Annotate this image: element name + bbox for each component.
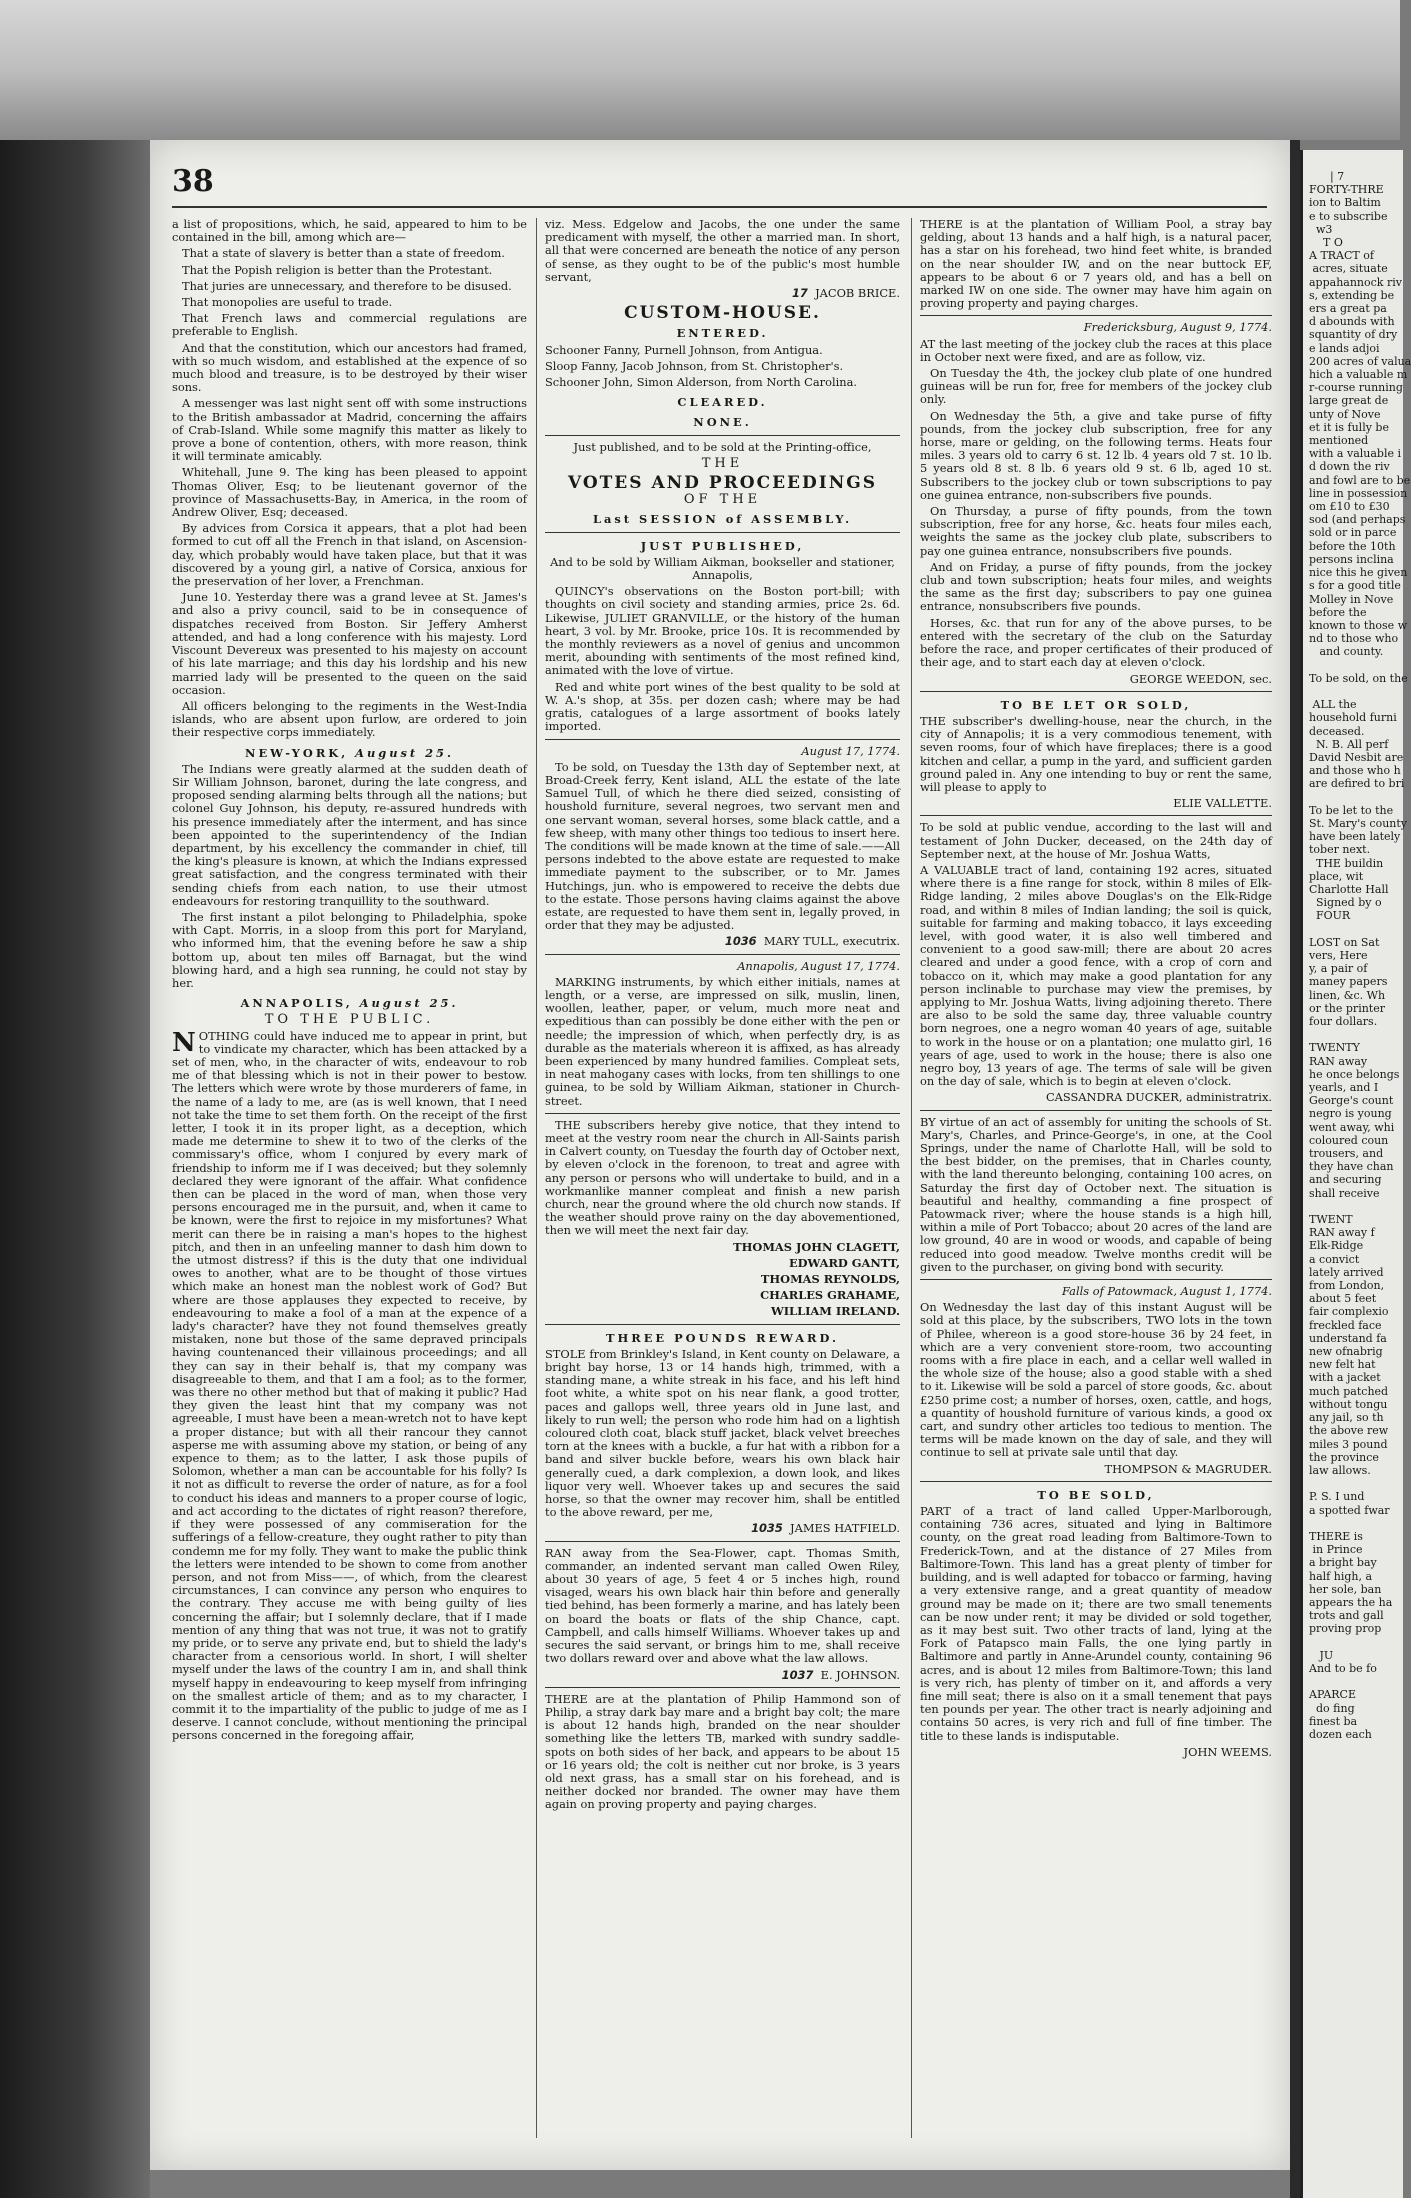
facing-page-text: | 7 FORTY-THRE ion to Baltim e to subscribe w3 T O A TRACT of acres, situate appahannock riv s, extending be ers a great pa d abounds with squantity of dry e lands adjoi 200 acres of valua hich a valuable m r-course running large great de unty of Nove et it is fully be mentioned with a valuable i d down the riv and fowl are to be line in possession om £10 to £30 sod (and perhaps sold or in parce before the 10th persons inclina nice this he given s for a good title Molley in Nove before the known to those w nd to those who and county. To be sold, on the ALL the household furni deceased. N. B. All perf David Nesbit are and those who h are defired to bri To be let to the St. Mary's county have been lately tober next. THE buildin place, wit Charlotte Hall Signed by o FOUR LOST on Sat vers, Here y, a pair of maney papers linen, &c. Wh or the printer four dollars. TWENTY RAN away he once belongs yearls, and I George's count negro is young went away, whi coloured coun trousers, and they have chan and securing shall receive TWENT RAN away f Elk-Ridge a convict lately arrived from London, about 5 feet fair complexio freckled face understand fa new ofnabrig new felt hat with a jacket much patched without tongu any jail, so th the above rew miles 3 pound the province law allows. P. S. I und a spotted fwar THERE is in Prince a bright bay half high, a her sole, ban appears the ha trots and gall proving prop JU And to be fo APARCE do fing finest ba dozen each — [1309, 170, 1411, 1741]
signature: 1036 MARY TULL, executrix. — [724, 934, 900, 949]
entered-heading: ENTERED. — [676, 326, 769, 341]
votes-of-the: OF THE — [683, 492, 762, 508]
book-binding — [0, 140, 150, 2198]
race-day: On Tuesday the 4th, the jockey club plate of one hundred guineas will be run for, free for members of the jockey club only. — [920, 366, 1272, 407]
divider — [545, 532, 900, 533]
ad-paragraph: PART of a tract of land called Upper-Marlborough, containing 736 acres, situated and lying in Baltimore county, on the great road leading from Baltimore-Town to Frederick-Town, and at the distance of 27 Miles from Baltimore-Town. This land has a great plenty of timber for building, and is well adapted for tobacco or farming, having a very extensive range, and a great quantity of meadow ground may be made on it; there are two small tenements can be now under rent; it may be divided or sold together, as it may best suit. Two other tracts of land, lying at the Fork of Patapsco main Falls, the one lying partly in Baltimore and partly in Anne-Arundel county, containing 96 acres, and is about 12 miles from Baltimore-Town; this land is very rich, has plenty of timber on it, and affords a very fine mill seat; there is also on it a small tenement that pays ten pounds per year. The other tract is nearly adjoining and contains 50 acres, is very rich and full of fine timber. The title to these lands is indisputable. — [920, 1504, 1272, 1743]
drop-cap: N — [172, 1027, 196, 1058]
divider — [545, 1324, 900, 1325]
ad-paragraph: A VALUABLE tract of land, containing 192 acres, situated where there is a fine range for stock, within 8 miles of Elk-Ridge landing, 2 miles above Douglas's on the Elk-Ridge road, and within 8 miles of Indian landing; the soil is quick, suitable for farming and making tobacco, it lays exceeding level, with good water, it is also well timbered and convenient to a good saw-mill; there are about 20 acres cleared and under a good fence, with a crop of corn and tobacco on it, which may make a good plantation for any person inclinable to purchase may view the premises, by applying to Mr. Joshua Watts, living adjoining thereto. There are also to be sold the same day, three valuable country born negroes, one a negro woman 40 years of age, suitable to work in the house or on a plantation; one mulatto girl, 16 years of age, used to work in the house; there is also one negro boy, 13 years of age. The terms of sale will be given on the day of sale, which is to begin at eleven o'clock. — [920, 862, 1272, 1089]
ad-paragraph: RAN away from the Sea-Flower, capt. Thomas Smith, commander, an indented servant man called Owen Riley, about 30 years of age, 5 feet 4 or 5 inches high, round visaged, wears his own black hair thin before and generally tied behind, has been formerly a marine, and has lately been on board the boats or flats of the ship Chance, capt. Campbell, and calls himself Williams. Whoever takes up and secures the said servant, or brings him to me, shall receive two dollars reward over and above what the law allows. — [545, 1545, 900, 1666]
ad-paragraph: To be sold, on Tuesday the 13th day of September next, at Broad-Creek ferry, Kent island, ALL the estate of the late Samuel Tull, of which he there died seized, consisting of houshold furniture, several negroes, two servant men and one servant woman, several horses, some black cattle, and a few sheep, with many other things too tedious to insert here. The conditions will be made known at the time of sale.——All persons indebted to the above estate are requested to make immediate payment to the subscriber, or to Mr. James Hutchings, jun. who is empowered to receive the debts due to the estate. Those persons having claims against the above estate, are requested to have them sent in, legally proved, in order that they may be adjusted. — [545, 759, 900, 933]
dateline-date: August 25. — [359, 996, 459, 1011]
divider — [920, 691, 1272, 692]
race-day: Horses, &c. that run for any of the above purses, to be entered with the secretary of the club on the Saturday before the race, and proper certificates of their produced of their age, and to start each day at eleven o'clock. — [920, 615, 1272, 670]
ad-date: Fredericksburg, August 9, 1774. — [1083, 320, 1272, 335]
ad-paragraph: THERE is at the plantation of William Pool, a stray bay gelding, about 13 hands and a half high, is a natural pacer, has a star on his forehead, two hind feet white, is branded on the near shoulder IW, and on the near buttock EF, appears to be about 6 or 7 years old, and has a bell on marked IW on one side. The owner may have him again on proving property and paying charges. — [920, 217, 1272, 311]
reward-heading: THREE POUNDS REWARD. — [606, 1330, 839, 1345]
article-paragraph: That monopolies are useful to trade. — [182, 295, 393, 310]
divider — [545, 435, 900, 436]
vestry-name: THOMAS JOHN CLAGETT, — [733, 1239, 900, 1254]
divider — [920, 1481, 1272, 1482]
entered-ship: Sloop Fanny, Jacob Johnson, from St. Christopher's. — [545, 358, 844, 373]
divider — [545, 1687, 900, 1688]
race-day: And on Friday, a purse of fifty pounds, from the jockey club and town subscription; heats four miles, and weights the same as the first day; subscribers to pay one guinea entrance, nonsubscribers five pounds. — [920, 559, 1272, 614]
article-paragraph: The first instant a pilot belonging to Philadelphia, spoke with Capt. Morris, in a sloop from this port for Maryland, who informed him, that the evening before he saw a ship bottom up, about ten miles off Barnagat, but the wind blowing hard, and a high sea running, he could not stay by her. — [172, 909, 527, 990]
article-paragraph: a list of propositions, which, he said, appeared to him to be contained in the bill, among which are— — [172, 217, 527, 245]
article-paragraph: That a state of slavery is better than a state of freedom. — [182, 246, 505, 261]
divider — [920, 1279, 1272, 1280]
article-paragraph: That the Popish religion is better than the Protestant. — [182, 262, 493, 277]
signature: ELIE VALLETTE. — [1173, 796, 1272, 811]
ad-paragraph: To be sold at public vendue, according to the last will and testament of John Ducker, deceased, on the 24th day of September next, at the house of Mr. Joshua Watts, — [920, 820, 1272, 861]
just-published-sub: And to be sold by William Aikman, bookseller and stationer, Annapolis, — [550, 554, 895, 583]
column-2 — [545, 218, 900, 2138]
ad-date: Annapolis, August 17, 1774. — [737, 958, 900, 973]
vestry-name: THOMAS REYNOLDS, — [760, 1272, 900, 1287]
race-day: On Wednesday the 5th, a give and take purse of fifty pounds, from the jockey club subscription, free for any horse, mare or gelding, on the following terms. Heats four miles. 3 years old to carry 6 st. 12 lb. 4 years old 7 st. 10 lb. 5 years old 8 st. 8 lb. 6 years old 9 st. 6 lb, aged 10 st. Subscribers to the jockey club or town subscriptions to pay one guinea entrance, non-subscribers five pounds. — [920, 408, 1272, 502]
votes-subtitle: Last SESSION of ASSEMBLY. — [592, 512, 853, 527]
cleared-value: NONE. — [693, 415, 752, 430]
column-rule-1 — [536, 218, 537, 2138]
votes-title: VOTES AND PROCEEDINGS — [567, 473, 878, 494]
divider — [920, 815, 1272, 816]
newspaper-page — [150, 140, 1290, 2170]
signature: 17 JACOB BRICE. — [791, 286, 900, 301]
letter-continuation: viz. Mess. Edgelow and Jacobs, the one under the same predicament with myself, the other a married man. In short, all that were concerned are beneath the notice of any person of sense, as they ought to be of the public's most humble servant, — [545, 217, 900, 284]
votes-intro: Just published, and to be sold at the Printing-office, — [573, 439, 872, 454]
letter-text: OTHING could have induced me to appear in print, but to vindicate my character, which has been attacked by a set of men, who, in the character of wits, endeavour to rob me of that blessing which is not in their power to bestow. The letters which were wrote by those murderers of fame, in the name of a lady to me, are (as is well known, that I need not take the time to set them forth. On the receipt of the first letter, I took it in its proper light, as a deception, which made me determine to shew it to two of the clerks of the commissary's office, whom I conjured by every mark of friendship to inform me if I was deceived; but they solemnly declared they were ignorant of the affair. What confidence then can be placed in the word of man, when those very persons encouraged me in the pursuit, and, when it came to be known, were the first to rejoice in my misfortunes? What merit can there be in raising a man's hopes to the highest pitch, and then in an unfeeling manner to dash him down to the utmost distress? if this is the duty that one individual owes to another, what are to be thought of those virtues which make an honest man the noblest work of God? But where are those applauses they expected to receive, by endeavouring to make a fool of a man at the expence of a lady's character? have they not found themselves greatly mistaken, none but those of the same depraved principals having countenanced their villainous proceedings; and all they can say in their behalf is, that my company was disagreeable to them, and that I am a fool; as to the former, was there no other method but that of making it public? Had they given the least hint that my company was not agreeable, I must have been a mean-wretch not to have kept a proper distance; but with all their rancour they cannot asperse me with assuming above my station, or being of any expence to them; as to the latter, I ask those pupils of Solomon, whether a man can be accountable for his folly? Is it not as difficult to reverse the order of nature, as for a fool to conduct his ideas and manners to a proper course of logic, and act according to the dictates of right reason? therefore, if they were possessed of any commiseration for the sufferings of a fellow-creature, they ought rather to pity than condemn me for my folly. They want to make the public think the letters were intended to be shown to come from another person, and not from Miss——, of which, from the clearest circumstances, I can convince any person who enquires to the contrary. They accuse me with being guilty of lies concerning the affair; but I solemnly declare, that if I made mention of any thing that was not true, it was not to gratify my pride, or to serve any private end, but to shield the lady's character from a censorious world. In short, I will shelter myself under the laws of the country I am in, and shall think myself happy in endeavouring to keep myself from infringing on the smallest article of them; and as to my character, I commit it to the impartiality of the public to judge of me as I deserve. I cannot conclude, without mentioning the principal persons concerned in the foregoing affair, — [172, 1028, 527, 1743]
votes-the: THE — [701, 455, 744, 471]
handwritten-mark: 1037 — [781, 1667, 814, 1682]
signature: 1037 E. JOHNSON. — [781, 1667, 900, 1682]
vestry-name: WILLIAM IRELAND. — [770, 1304, 900, 1319]
column-rule-2 — [911, 218, 912, 2138]
divider — [920, 315, 1272, 316]
cleared-heading: CLEARED. — [677, 395, 768, 410]
facing-page — [1300, 150, 1411, 2198]
handwritten-mark: 1035 — [751, 1521, 783, 1536]
ad-paragraph: On Wednesday the last day of this instant August will be sold at this place, by the subscribers, TWO lots in the town of Philee, whereon is a good store-house 36 by 24 feet, in which are a very convenient store-room, two accounting rooms with a fire place in each, and a cellar well walled in the whole size of the house; also a good stable with a shed to it. Likewise will be sold a parcel of store goods, &c. about £250 prime cost; a number of horses, oxen, cattle, and hogs, a quantity of houshold furniture of various kinds, a good ox cart, and sundry other articles too tedious to mention. The terms will be made known on the day of sale, and they will continue to sell at private sale until that day. — [920, 1300, 1272, 1460]
scan-top-margin — [0, 0, 1400, 140]
divider — [545, 954, 900, 955]
top-rule — [172, 206, 1267, 208]
entered-ship: Schooner Fanny, Purnell Johnson, from Antigua. — [545, 342, 823, 357]
dateline-place: ANNAPOLIS, — [240, 996, 353, 1011]
to-be-let-heading: TO BE LET OR SOLD, — [1000, 697, 1192, 712]
article-paragraph: June 10. Yesterday there was a grand levee at St. James's and also a privy council, said to be in consequence of dispatches received from Boston. Sir Jeffery Amherst attended, and had a long conference with his majesty. Lord Viscount Devereux was presented to his majesty on account of his late marriage; and this day his lordship and his new married lady will be presented to the queen on the said occasion. — [172, 590, 527, 697]
letter-to-public — [172, 1027, 527, 1743]
vestry-name: CHARLES GRAHAME, — [760, 1288, 900, 1303]
article-paragraph: And that the constitution, which our ancestors had framed, with so much wisdom, and established at the expence of so much blood and treasure, is to be destroyed by their wiser sons. — [172, 340, 527, 395]
signature: CASSANDRA DUCKER, administratrix. — [1045, 1090, 1272, 1105]
page-number: 38 — [172, 164, 214, 199]
article-paragraph: By advices from Corsica it appears, that a plot had been formed to cut off all the French in that island, on Ascension-day, which probably would have taken place, but that it was discovered by a young girl, a native of Corsica, anxious for the preservation of her lover, a Frenchman. — [172, 521, 527, 589]
dateline-place: NEW-YORK, — [245, 745, 349, 760]
divider — [545, 1541, 900, 1542]
signature: GEORGE WEEDON, sec. — [1129, 671, 1272, 686]
ad-paragraph: MARKING instruments, by which either initials, names at length, or a verse, are impressed on silk, muslin, linen, woollen, leather, paper, or velum, much more neat and expeditious than can possibly be done either with the pen or needle; the impression of which, when perfectly dry, is as durable as the materials whereon it is affixed, as has already been experienced by many hundred families. Compleat sets, in neat mahogany cases with locks, from ten shillings to one guinea, to be sold by William Aikman, stationer in Church-street. — [545, 974, 900, 1108]
dateline-new-york — [172, 747, 527, 760]
article-paragraph: That French laws and commercial regulations are preferable to English. — [172, 311, 527, 339]
article-paragraph: Whitehall, June 9. The king has been pleased to appoint Thomas Oliver, Esq; to be lieutenant governor of the province of Massachusetts-Bay, in America, in the room of Andrew Oliver, Esq; deceased. — [172, 465, 527, 520]
column-1 — [172, 218, 527, 2138]
handwritten-mark: 17 — [791, 286, 808, 301]
article-paragraph: All officers belonging to the regiments in the West-India islands, who are absent upon furlow, are ordered to join their respective corps immediately. — [172, 698, 527, 740]
signature: THOMPSON & MAGRUDER. — [1104, 1461, 1272, 1476]
ad-paragraph: Red and white port wines of the best quality to be sold at W. A.'s shop, at 35s. per dozen cash; where may be had gratis, catalogues of a large assortment of books lately imported. — [545, 679, 900, 734]
dateline-annapolis — [172, 997, 527, 1010]
ad-date: August 17, 1774. — [801, 743, 900, 758]
divider — [920, 1110, 1272, 1111]
vestry-name: EDWARD GANTT, — [788, 1255, 900, 1270]
just-published-heading: JUST PUBLISHED, — [640, 538, 805, 553]
dateline-date: August 25. — [355, 745, 454, 760]
signature: 1035 JAMES HATFIELD. — [751, 1521, 900, 1536]
divider — [545, 1113, 900, 1114]
ad-date: Falls of Patowmack, August 1, 1774. — [1062, 1284, 1272, 1299]
article-paragraph: The Indians were greatly alarmed at the sudden death of Sir William Johnson, baronet, during the late congress, and proposed sending alarming belts through all the nations; but colonel Guy Johnson, his deputy, re-assured hundreds with his presence immediately after the interment, and has since been appointed to the superintendency of the Indian department, by his excellency the commander in chief, till the king's pleasure is known, at which the Indians expressed great satisfaction, and the congress terminated with their sending chiefs from each nation, to use their utmost endeavours for restoring tranquillity to the southward. — [172, 761, 527, 908]
article-paragraph: A messenger was last night sent off with some instructions to the British ambassador at Madrid, concerning the affairs of Crab-Island. While some magnify this matter as likely to prove a bone of contention, others, with more reason, think it will terminate amicably. — [172, 396, 527, 464]
race-day: On Thursday, a purse of fifty pounds, from the town subscription, free for any horse, &c. heats four miles each, weights the same as the jockey club plate, subscribers to pay one guinea entrance, nonsubscribers five pounds. — [920, 504, 1272, 558]
column-3 — [920, 218, 1272, 2138]
ad-paragraph: THE subscriber's dwelling-house, near the church, in the city of Annapolis; it is a very commodious tenement, with seven rooms, four of which have fireplaces; there is a good kitchen and cellar, a pump in the yard, and sufficient garden ground paled in. Any one intending to buy or rent the same, will please to apply to — [920, 713, 1272, 794]
ad-paragraph: AT the last meeting of the jockey club the races at this place in October next were fixed, and are as follow, viz. — [920, 336, 1272, 364]
ad-paragraph: BY virtue of an act of assembly for uniting the schools of St. Mary's, Charles, and Prince-George's, in one, at the Cool Springs, under the name of Charlotte Hall, will be sold to the best bidder, on the premises, that in Charles county, with the land thereunto belonging, containing 100 acres, on Saturday the first day of October next. The situation is beautiful and healthy, commanding a fine prospect of Patowmack river; where the house stands is a high hill, within a mile of Port Tobacco; about 20 acres of the land are low ground, 40 are in wood or woods, and capable of being reduced into good meadow. Twelve months credit will be given to the purchaser, on giving bond with security. — [920, 1114, 1272, 1274]
to-be-sold-heading: TO BE SOLD, — [1037, 1487, 1155, 1502]
custom-house-heading: CUSTOM-HOUSE. — [624, 303, 821, 324]
signature: JOHN WEEMS. — [1183, 1744, 1272, 1759]
page-gutter — [1290, 140, 1300, 2198]
entered-ship: Schooner John, Simon Alderson, from North Carolina. — [545, 375, 857, 390]
ad-paragraph: STOLE from Brinkley's Island, in Kent county on Delaware, a bright bay horse, 13 or 14 hands high, trimmed, with a standing mane, a white streak in his face, and his left hind foot white, a white spot on his near flank, a good trotter, paces and gallops well, three years old in June last, and likely to run well; the person who rode him had on a lightish coloured cloth coat, black stuff jacket, black velvet breeches torn at the knees with a buckle, a fur hat with a ribbon for a band and silver buckle before, wears his own black hair generally cued, a dark complexion, a down look, and likes liquor very well. Whoever takes up and secures the said horse, so that the owner may recover him, shall be entitled to the above reward, per me, — [545, 1346, 900, 1520]
ad-paragraph: THERE are at the plantation of Philip Hammond son of Philip, a stray dark bay mare and a bright bay colt; the mare is about 12 hands high, branded on the near shoulder something like the letters TB, marked with sundry saddle-spots on both sides of her back, and appears to be about 15 or 16 years old; the colt is neither cut nor broke, is 3 years old next grass, has a small star on his forehead, and is neither docked nor branded. The owner may have them again on proving property and paying charges. — [545, 1691, 900, 1812]
handwritten-mark: 1036 — [724, 934, 757, 949]
ad-paragraph: QUINCY's observations on the Boston port-bill; with thoughts on civil society and standing armies, price 2s. 6d. Likewise, JULIET GRANVILLE, or the history of the human heart, 3 vol. by Mr. Brooke, price 10s. It is recommended by the monthly reviewers as a novel of genius and uncommon merit, abounding with sentiments of the most refined kind, animated with the love of virtue. — [545, 584, 900, 678]
to-the-public-heading: TO THE PUBLIC. — [264, 1012, 435, 1028]
divider — [545, 739, 900, 740]
ad-paragraph: THE subscribers hereby give notice, that they intend to meet at the vestry room near the church in All-Saints parish in Calvert county, on Tuesday the fourth day of October next, by eleven o'clock in the forenoon, to treat and agree with any person or persons who will undertake to build, and in a workmanlike manner compleat and finish a new parish church, near the ground where the old church now stands. If the weather should prove rainy on the day abovementioned, then we will meet the next fair day. — [545, 1117, 900, 1238]
article-paragraph: That juries are unnecessary, and therefore to be disused. — [182, 278, 512, 293]
